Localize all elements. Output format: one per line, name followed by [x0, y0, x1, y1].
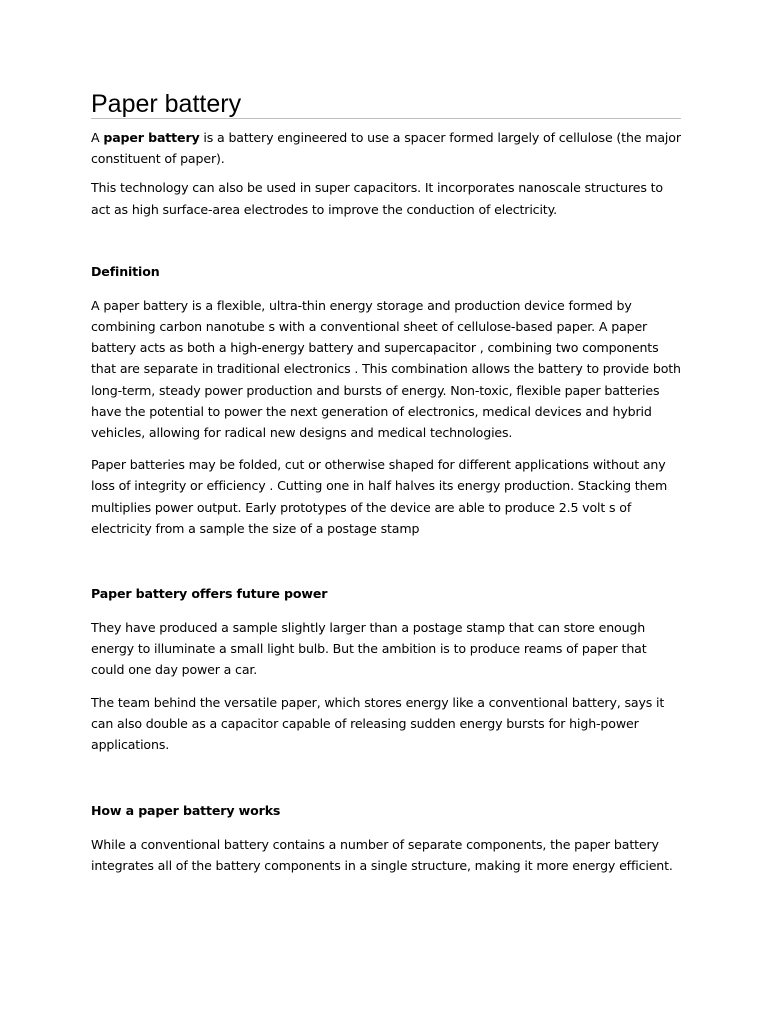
works-paragraph-1: While a conventional battery contains a number of separate components, the paper battery integrates all of the battery components in a single structure, making it more energy efficient.: [91, 837, 673, 874]
document-page: [91, 90, 681, 877]
definition-paragraph-1: A paper battery is a flexible, ultra-thin energy storage and production device formed by combining carbon nanotube s with a conventional sheet of cellulose-based paper. A paper battery acts as both a high-energy battery and supercapacitor , combining two components that are separate in traditional electronics . This combination allows the battery to provide both long-term, steady power production and bursts of energy. Non-toxic, flexible paper batteries have the potential to power the next generation of electronics, medical devices and hybrid vehicles, allowing for radical new designs and medical technologies.: [91, 297, 681, 441]
intro-paragraph-1: [91, 127, 681, 169]
intro-prefix: A: [91, 130, 104, 145]
heading-definition: Definition: [91, 263, 160, 279]
definition-paragraph-2: Paper batteries may be folded, cut or otherwise shaped for different applications without any loss of integrity or efficiency . Cutting one in half halves its energy production. Stacking them multiplies power output. Early prototypes of the device are able to produce 2.5 volt s of electricity from a sample the size of a postage stamp: [91, 457, 668, 536]
document-title: Paper battery: [91, 90, 681, 119]
future-paragraph-2: The team behind the versatile paper, which stores energy like a conventional battery, says it can also double as a capacitor capable of releasing sudden energy bursts for high-power applications.: [91, 694, 665, 753]
future-paragraph-1: They have produced a sample slightly larger than a postage stamp that can store enough energy to illuminate a small light bulb. But the ambition is to produce reams of paper that could one day power a car.: [91, 620, 647, 678]
intro-paragraph-2: This technology can also be used in super capacitors. It incorporates nanoscale structures to act as high surface-area electrodes to improve the conduction of electricity.: [91, 180, 663, 217]
intro-rest: is a battery engineered to use a spacer formed largely of cellulose (the major constituent of paper).: [91, 130, 681, 167]
intro-bold-term: paper battery: [103, 130, 200, 145]
heading-future-power: Paper battery offers future power: [91, 586, 328, 602]
heading-how-it-works: How a paper battery works: [91, 803, 281, 819]
